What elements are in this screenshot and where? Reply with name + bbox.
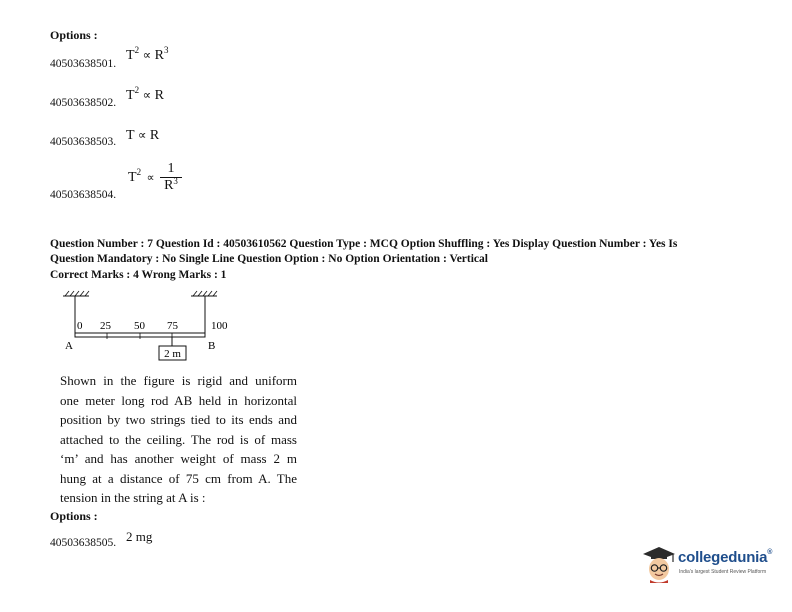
scale-label-25: 25	[100, 320, 111, 332]
option-formula: $T^2$ ∝	[128, 167, 155, 185]
fraction	[160, 162, 182, 193]
rod-figure	[55, 288, 255, 364]
option-id: 40503638504.	[50, 189, 117, 201]
option-formula: T ∝ R	[126, 128, 160, 143]
scale-label-100: 100	[211, 320, 228, 332]
scale-label-0: 0	[77, 320, 83, 332]
option-id: 40503638505.	[50, 537, 117, 549]
question-meta-line-2: Question Mandatory : No Single Line Question Option : No Option Orientation : Vertical	[50, 253, 488, 265]
question-text-line: ‘m’ and has another weight of mass 2 m	[60, 451, 297, 466]
question-text	[60, 371, 297, 508]
option-id: 40503638502.	[50, 97, 117, 109]
weight-label: 2 m	[164, 348, 181, 360]
ceiling-left-hatch	[65, 291, 89, 296]
scale-label-75: 75	[167, 320, 178, 332]
logo-wordmark: collegedunia	[678, 549, 768, 566]
graduate-avatar-icon	[642, 545, 676, 583]
question-meta-line-1: Question Number : 7 Question Id : 40503610562 Question Type : MCQ Option Shuffling : Yes Display Question Number : Yes Is	[50, 238, 678, 250]
collegedunia-logo	[640, 543, 780, 589]
question-text-line: hung at a distance of 75 cm from A. The	[60, 470, 297, 486]
question-marks-line: Correct Marks : 4 Wrong Marks : 1	[50, 269, 227, 281]
ceiling-right-hatch	[193, 291, 217, 296]
question-text-line: position by two strings tied to its ends and	[60, 412, 297, 427]
logo-registered-mark: ®	[767, 549, 773, 556]
label-b: B	[208, 340, 216, 352]
logo-tagline: India's largest Student Review Platform	[679, 569, 767, 575]
option-formula: $T^2 \propto R^3$	[126, 45, 169, 63]
scale-label-50: 50	[134, 320, 145, 332]
option-value: 2 mg	[126, 529, 153, 544]
question-text-line: Shown in the figure is rigid and uniform	[60, 373, 297, 388]
option-id: 40503638503.	[50, 136, 117, 148]
options-label: Options :	[50, 509, 98, 523]
question-text-line: tension in the string at A is :	[60, 490, 206, 505]
fraction-denominator: $R^3$	[164, 176, 178, 193]
option-id: 40503638501.	[50, 58, 117, 70]
question-text-line: one meter long rod AB held in horizontal	[60, 392, 297, 408]
option-formula: $T^2 \propto R$	[126, 85, 164, 103]
label-a: A	[65, 340, 73, 352]
fraction-numerator: 1	[167, 161, 175, 176]
options-label: Options :	[50, 28, 98, 42]
question-text-line: attached to the ceiling. The rod is of mass	[60, 431, 297, 447]
